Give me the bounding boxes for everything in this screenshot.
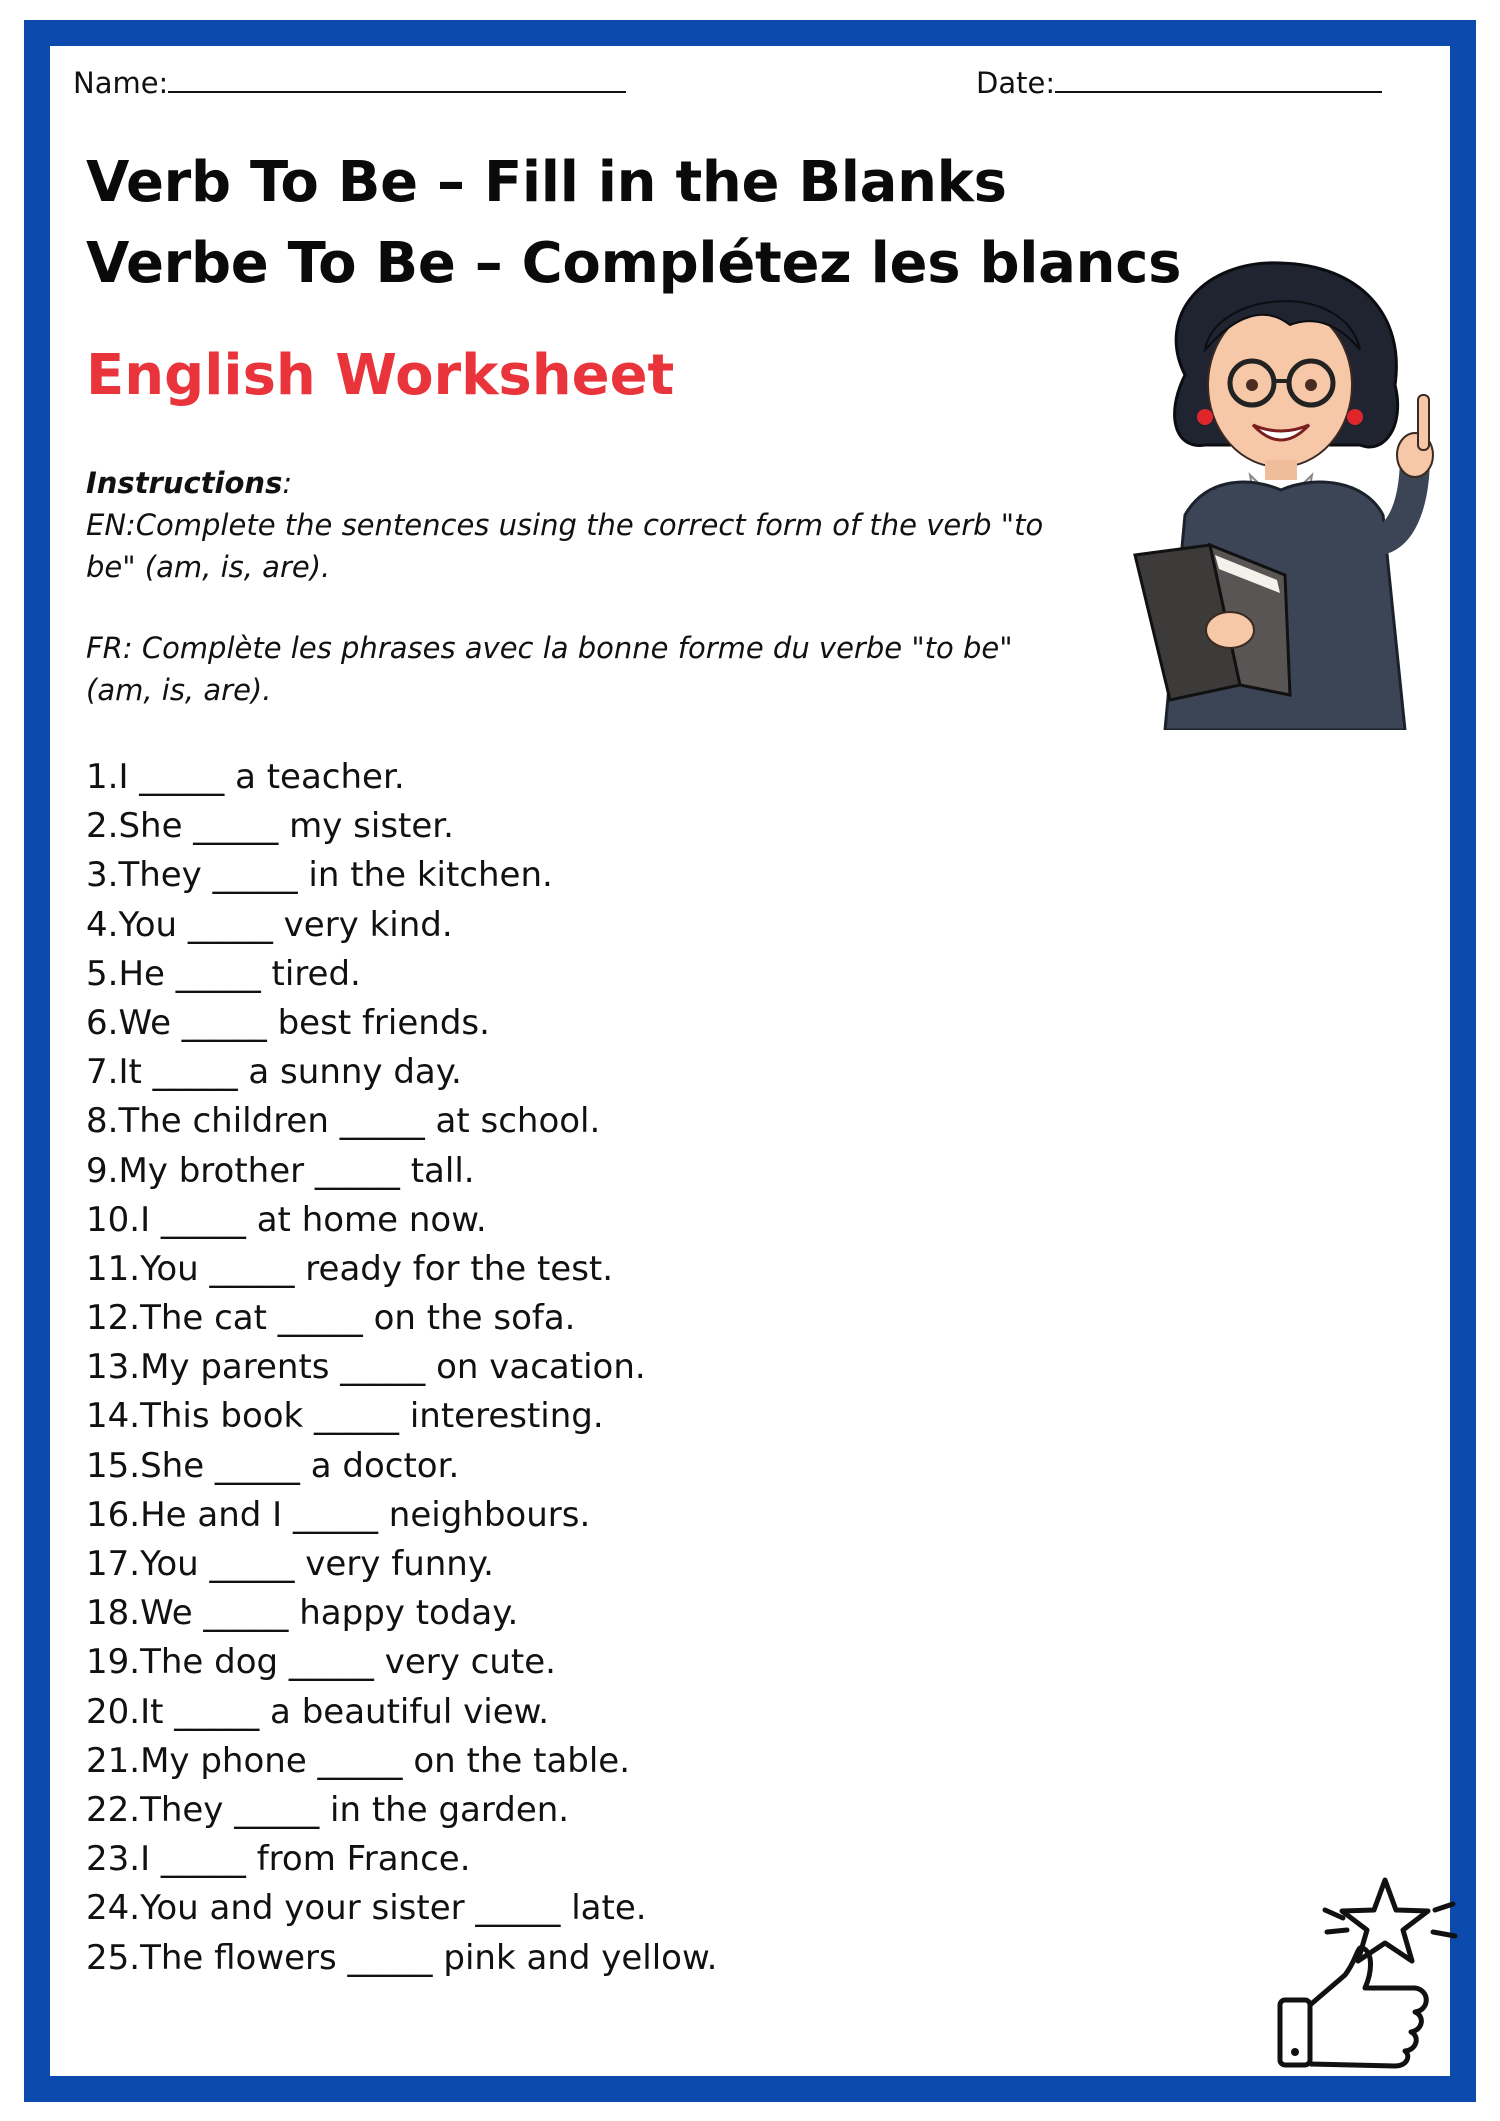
exercise-item: 2.She _____ my sister. <box>86 806 454 847</box>
exercise-item: 1.I _____ a teacher. <box>86 757 405 797</box>
exercise-item: 16.He and I _____ neighbours. <box>86 1494 591 1535</box>
exercise-item: 15.She _____ a doctor. <box>86 1445 460 1486</box>
exercise-item: 22.They _____ in the garden. <box>86 1789 570 1830</box>
date-field[interactable] <box>976 66 1382 100</box>
title-french: Verbe To Be – Complétez les blancs <box>86 231 1182 296</box>
instructions-english: EN:Complete the sentences using the correct form of the verb "to be" (am, is, are). <box>86 508 1044 584</box>
exercise-item: 24.You and your sister _____ late. <box>86 1888 647 1929</box>
name-label: Name: <box>73 66 169 100</box>
exercise-item: 25.The flowers _____ pink and yellow. <box>86 1937 718 1978</box>
name-blank-line[interactable] <box>168 69 626 93</box>
thumbs-up-star-icon <box>1265 1870 1465 2070</box>
exercise-item: 10.I _____ at home now. <box>86 1199 487 1240</box>
exercise-item: 14.This book _____ interesting. <box>86 1396 604 1437</box>
exercise-item: 21.My phone _____ on the table. <box>86 1740 631 1781</box>
exercise-item: 18.We _____ happy today. <box>86 1593 519 1634</box>
exercise-item: 9.My brother _____ tall. <box>86 1150 475 1191</box>
date-blank-line[interactable] <box>1055 69 1382 93</box>
exercise-item: 8.The children _____ at school. <box>86 1101 601 1142</box>
title-english: Verb To Be – Fill in the Blanks <box>86 150 1007 215</box>
exercise-item: 11.You _____ ready for the test. <box>86 1248 614 1289</box>
exercise-item: 7.It _____ a sunny day. <box>86 1052 462 1093</box>
instructions-heading: Instructions: <box>86 466 293 500</box>
instructions-label: Instructions <box>86 466 283 500</box>
exercise-item: 12.The cat _____ on the sofa. <box>86 1298 576 1339</box>
exercise-item: 5.He _____ tired. <box>86 953 361 994</box>
exercise-item: 6.We _____ best friends. <box>86 1002 490 1043</box>
exercise-item: 17.You _____ very funny. <box>86 1544 494 1584</box>
exercise-item: 23.I _____ from France. <box>86 1839 471 1880</box>
worksheet-subtitle: English Worksheet <box>86 343 675 408</box>
teacher-illustration <box>1115 255 1445 730</box>
exercise-item: 20.It _____ a beautiful view. <box>86 1691 550 1732</box>
exercise-item: 19.The dog _____ very cute. <box>86 1642 556 1683</box>
date-label: Date: <box>976 66 1056 100</box>
exercise-list <box>86 753 717 1983</box>
exercise-item: 3.They _____ in the kitchen. <box>86 855 553 896</box>
exercise-item: 4.You _____ very kind. <box>86 904 453 945</box>
exercise-item: 13.My parents _____ on vacation. <box>86 1347 646 1388</box>
name-field[interactable] <box>73 66 626 100</box>
instructions-french: FR: Complète les phrases avec la bonne forme du verbe "to be" (am, is, are). <box>86 631 1013 707</box>
